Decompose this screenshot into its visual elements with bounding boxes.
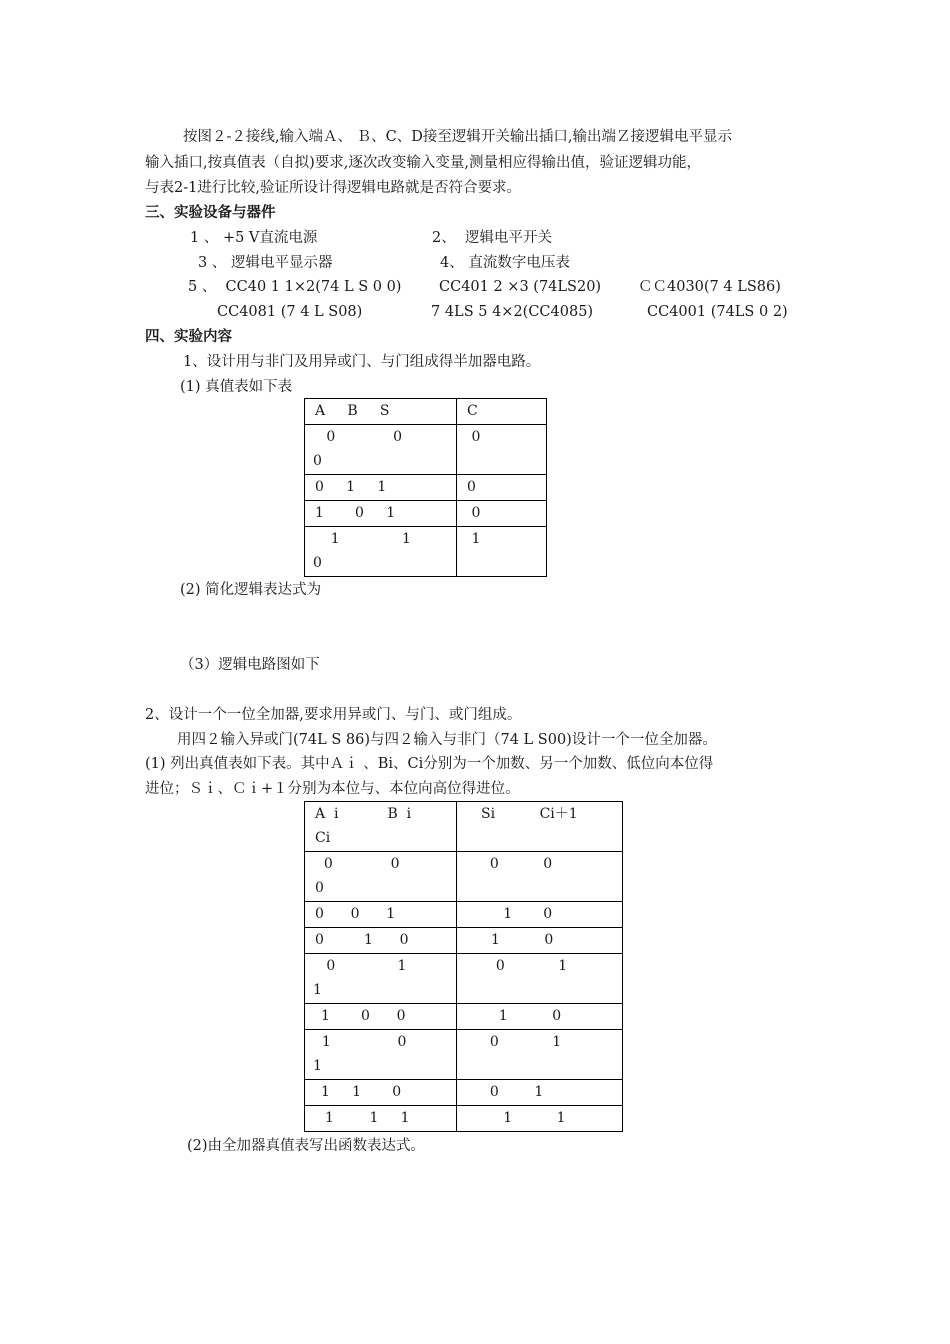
- task2-sub1-line2: 进位；Ｓｉ、Ｃｉ+１分别为本位与、本位向高位得进位。: [145, 781, 520, 797]
- table-row: [305, 1030, 623, 1080]
- table-cell: 1 1: [481, 1110, 566, 1126]
- table-cell: 0 1: [481, 1034, 562, 1050]
- table-cell: 1 0: [481, 1008, 562, 1024]
- table-cell: 1 0 1: [315, 505, 396, 521]
- table-cell: 0 1: [487, 958, 568, 974]
- table-row: [305, 399, 547, 425]
- task2-title: 2、设计一个一位全加器,要求用异或门、与门、或门组成。: [145, 707, 522, 723]
- table-row: [305, 1004, 623, 1030]
- table-cell: A i B i Ci: [315, 806, 412, 846]
- intro-line-3: 与表2-1进行比较,验证所设计得逻辑电路就是否符合要求。: [145, 180, 521, 196]
- equipment-item: 4、 直流数字电压表: [440, 255, 570, 271]
- section4-heading: 四、实验内容: [145, 329, 232, 345]
- table-cell: 0 1 0: [315, 932, 409, 948]
- table-cell: 1 0: [491, 932, 554, 948]
- table-cell: 1 0: [481, 906, 553, 922]
- table-cell: 0 1 1: [313, 958, 407, 998]
- table-cell: 0 0 0: [315, 856, 400, 896]
- table-row: [305, 527, 547, 577]
- intro-line-2: 输入插口,按真值表（自拟)要求,逐次改变输入变量,测量相应得输出值，验证逻辑功能，: [145, 155, 701, 171]
- task2-description: 用四２输入异或门(74L S 86)与四２输入与非门（74 L S00)设计一个一位全加器。: [177, 732, 717, 748]
- section3-heading: 三、实验设备与器件: [145, 205, 276, 221]
- half-adder-truth-table: [304, 398, 547, 577]
- table-cell: 1 1 0: [313, 531, 411, 571]
- table-cell: 0 0 0: [313, 429, 403, 469]
- table-cell: 0 1: [481, 1084, 544, 1100]
- table-cell: 0: [467, 505, 481, 521]
- table-row: [305, 954, 623, 1004]
- table-cell: 1: [467, 531, 481, 547]
- equipment-item: CC4001 (74LS 0 2): [647, 304, 788, 320]
- table-row: [305, 1106, 623, 1132]
- task1-title: 1、设计用与非门及用异或门、与门组成得半加器电路。: [183, 354, 541, 370]
- table-cell: 1 0 1: [313, 1034, 407, 1074]
- equipment-item: 2、 逻辑电平开关: [432, 230, 552, 246]
- table-row: [305, 902, 623, 928]
- intro-line-1: 按图２-２接线,输入端Ａ、 Ｂ、C、D接至逻辑开关输出插口,输出端Ｚ接逻辑电平显示: [183, 129, 732, 145]
- task2-sub1-line1: (1) 列出真值表如下表。其中Ａｉ 、Bi、Ci分别为一个加数、另一个加数、低位向本位得: [145, 756, 714, 772]
- table-row: [305, 928, 623, 954]
- table-cell: 0: [467, 479, 476, 495]
- full-adder-truth-table: [304, 801, 623, 1132]
- equipment-item: 3 、 逻辑电平显示器: [198, 255, 333, 271]
- table-cell: 0 1 1: [315, 479, 387, 495]
- table-cell: 1 0 0: [321, 1008, 406, 1024]
- task1-sub2: (2) 简化逻辑表达式为: [180, 582, 322, 598]
- table-row: [305, 501, 547, 527]
- table-row: [305, 802, 623, 852]
- equipment-item: 1 、 +5 V直流电源: [190, 230, 318, 246]
- task2-sub2: (2)由全加器真值表写出函数表达式。: [187, 1138, 426, 1154]
- table-cell: C: [467, 403, 478, 419]
- equipment-item: CC4081 (7 4 L S08): [217, 304, 363, 320]
- equipment-item: ＣＣ4030(7 4 LS86): [638, 279, 781, 295]
- table-cell: Si Ci＋1: [481, 806, 578, 822]
- table-cell: 0 0 1: [315, 906, 396, 922]
- task1-sub3: （3）逻辑电路图如下: [180, 657, 320, 673]
- table-row: [305, 475, 547, 501]
- table-cell: 0 0: [481, 856, 553, 872]
- table-cell: 1 1 0: [321, 1084, 402, 1100]
- table-cell: A B S: [315, 403, 390, 419]
- task1-sub1: (1) 真值表如下表: [180, 379, 293, 395]
- equipment-item: 7 4LS 5 4×2(CC4085): [431, 304, 594, 320]
- table-cell: 1 1 1: [325, 1110, 410, 1126]
- table-row: [305, 425, 547, 475]
- table-row: [305, 1080, 623, 1106]
- table-cell: 0: [467, 429, 481, 445]
- equipment-item: CC401 2 ×3 (74LS20): [439, 279, 602, 295]
- table-row: [305, 852, 623, 902]
- equipment-item: 5 、 CC40 1 1×2(74 L S 0 0): [188, 279, 402, 295]
